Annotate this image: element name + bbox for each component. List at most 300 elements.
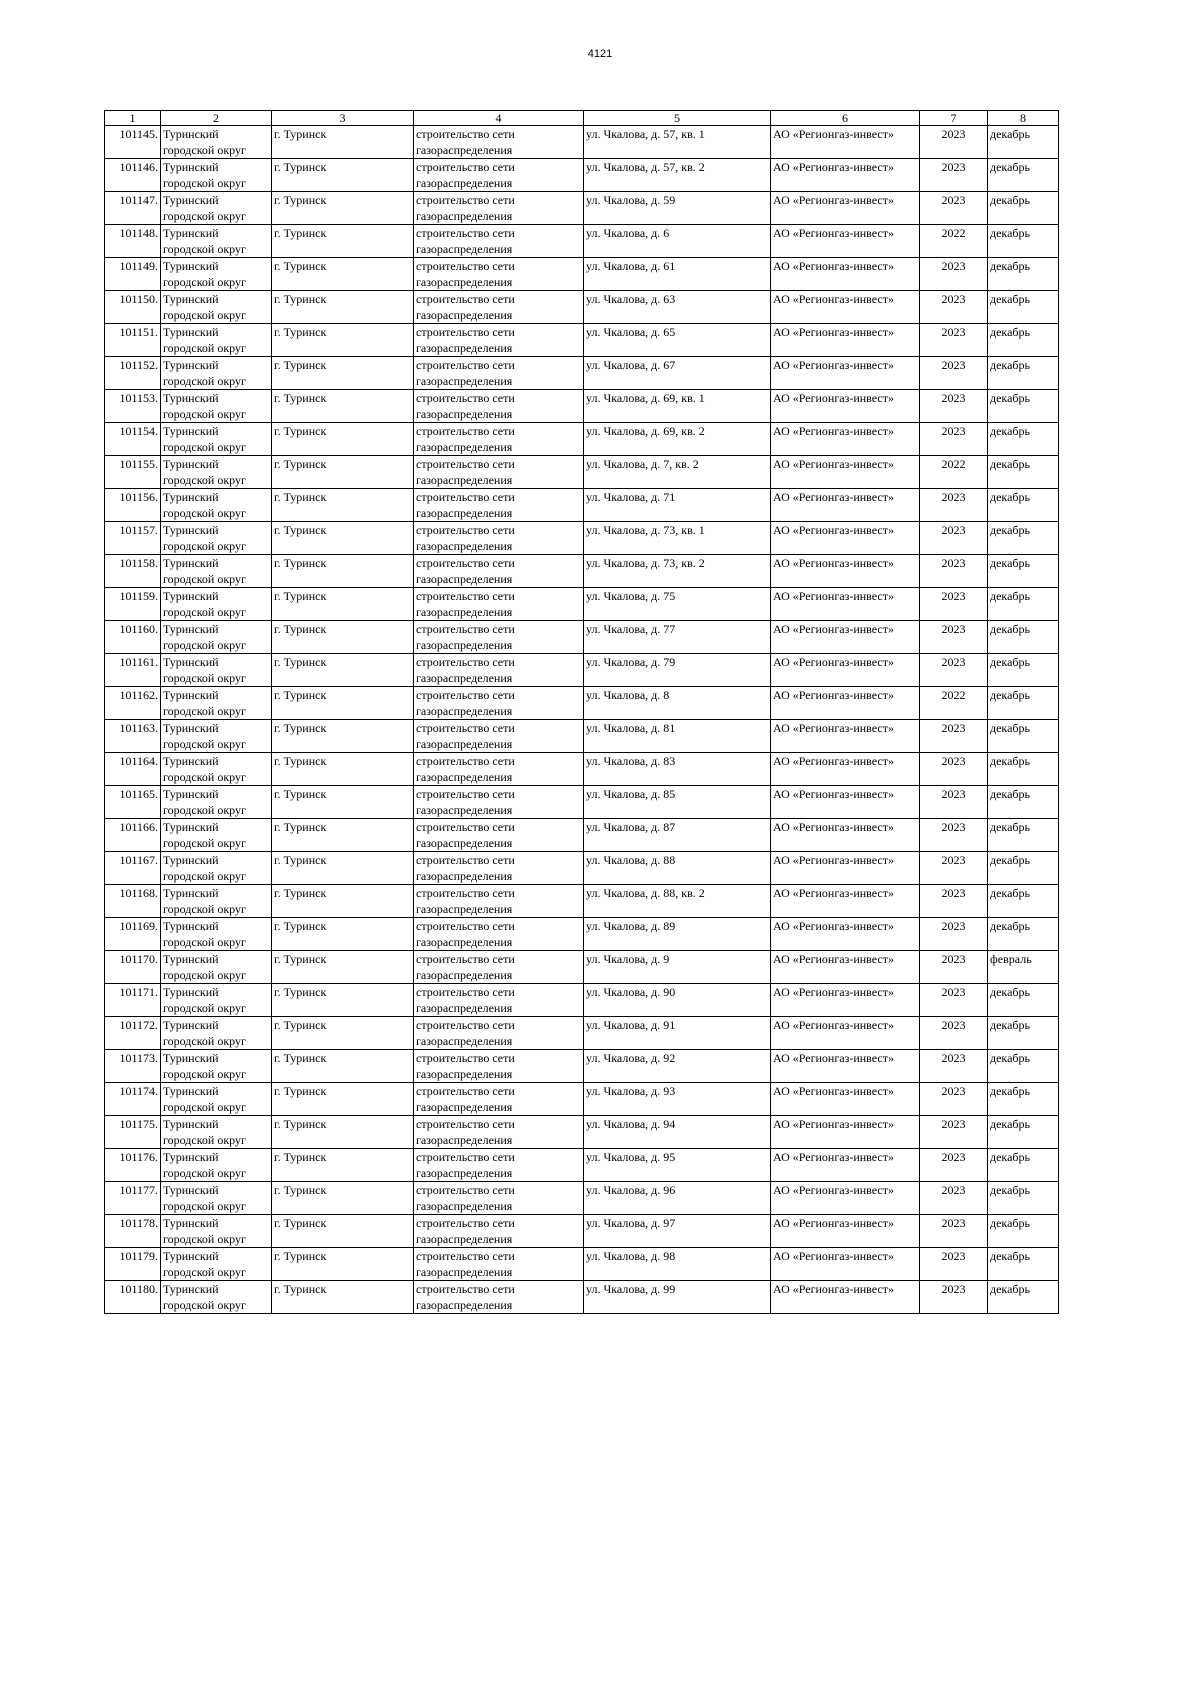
row-number-cell: 101172. <box>105 1017 161 1050</box>
row-number-cell: 101161. <box>105 654 161 687</box>
address-cell: ул. Чкалова, д. 81 <box>584 720 771 753</box>
month-cell: декабрь <box>988 918 1059 951</box>
year-cell: 2023 <box>920 1149 988 1182</box>
table-row <box>105 126 1059 159</box>
locality-cell: г. Туринск <box>272 819 414 852</box>
table-row <box>105 819 1059 852</box>
locality-cell: г. Туринск <box>272 1116 414 1149</box>
page-number: 4121 <box>587 48 613 60</box>
work-type-cell <box>414 687 584 720</box>
month-cell: декабрь <box>988 258 1059 291</box>
work-type-cell <box>414 1248 584 1281</box>
locality-cell: г. Туринск <box>272 192 414 225</box>
table-row <box>105 258 1059 291</box>
work-type-cell <box>414 786 584 819</box>
work-type-line: газораспределения <box>416 836 513 850</box>
organization-cell: АО «Регионгаз-инвест» <box>771 1050 920 1083</box>
district-cell <box>161 423 272 456</box>
district-cell <box>161 588 272 621</box>
work-type-line: строительство сети <box>416 622 515 636</box>
address-cell: ул. Чкалова, д. 85 <box>584 786 771 819</box>
district-line: городской округ <box>163 1166 246 1180</box>
work-type-cell <box>414 621 584 654</box>
district-line: Туринский <box>163 391 219 405</box>
work-type-line: газораспределения <box>416 1265 513 1279</box>
address-cell: ул. Чкалова, д. 96 <box>584 1182 771 1215</box>
work-type-line: газораспределения <box>416 605 513 619</box>
organization-cell: АО «Регионгаз-инвест» <box>771 1215 920 1248</box>
district-line: Туринский <box>163 688 219 702</box>
organization-cell: АО «Регионгаз-инвест» <box>771 159 920 192</box>
table-row <box>105 1083 1059 1116</box>
work-type-cell <box>414 291 584 324</box>
locality-cell: г. Туринск <box>272 621 414 654</box>
district-line: городской округ <box>163 803 246 817</box>
district-line: Туринский <box>163 160 219 174</box>
district-cell <box>161 852 272 885</box>
work-type-line: газораспределения <box>416 242 513 256</box>
work-type-line: газораспределения <box>416 1232 513 1246</box>
locality-cell: г. Туринск <box>272 1149 414 1182</box>
table-row <box>105 159 1059 192</box>
organization-cell: АО «Регионгаз-инвест» <box>771 984 920 1017</box>
month-cell: декабрь <box>988 1215 1059 1248</box>
district-line: Туринский <box>163 655 219 669</box>
district-line: городской округ <box>163 374 246 388</box>
address-cell: ул. Чкалова, д. 89 <box>584 918 771 951</box>
work-type-line: строительство сети <box>416 919 515 933</box>
work-type-cell <box>414 654 584 687</box>
work-type-cell <box>414 1017 584 1050</box>
district-line: Туринский <box>163 985 219 999</box>
district-line: городской округ <box>163 638 246 652</box>
year-cell: 2023 <box>920 126 988 159</box>
registry-table <box>104 110 1059 1314</box>
table-row <box>105 357 1059 390</box>
organization-cell: АО «Регионгаз-инвест» <box>771 423 920 456</box>
address-cell: ул. Чкалова, д. 7, кв. 2 <box>584 456 771 489</box>
work-type-cell <box>414 753 584 786</box>
address-cell: ул. Чкалова, д. 79 <box>584 654 771 687</box>
address-cell: ул. Чкалова, д. 73, кв. 2 <box>584 555 771 588</box>
work-type-line: строительство сети <box>416 490 515 504</box>
district-line: городской округ <box>163 605 246 619</box>
work-type-line: газораспределения <box>416 440 513 454</box>
month-cell: декабрь <box>988 819 1059 852</box>
address-cell: ул. Чкалова, д. 73, кв. 1 <box>584 522 771 555</box>
table-row <box>105 291 1059 324</box>
district-line: городской округ <box>163 1265 246 1279</box>
work-type-cell <box>414 951 584 984</box>
work-type-line: газораспределения <box>416 902 513 916</box>
organization-cell: АО «Регионгаз-инвест» <box>771 885 920 918</box>
column-header-1: 1 <box>105 111 161 126</box>
locality-cell: г. Туринск <box>272 786 414 819</box>
column-header-6: 6 <box>771 111 920 126</box>
work-type-line: газораспределения <box>416 1298 513 1312</box>
year-cell: 2023 <box>920 720 988 753</box>
month-cell: декабрь <box>988 654 1059 687</box>
work-type-line: газораспределения <box>416 770 513 784</box>
year-cell: 2023 <box>920 390 988 423</box>
district-line: Туринский <box>163 358 219 372</box>
work-type-cell <box>414 588 584 621</box>
district-cell <box>161 621 272 654</box>
work-type-line: строительство сети <box>416 1150 515 1164</box>
organization-cell: АО «Регионгаз-инвест» <box>771 1182 920 1215</box>
locality-cell: г. Туринск <box>272 1017 414 1050</box>
work-type-cell <box>414 390 584 423</box>
month-cell: декабрь <box>988 225 1059 258</box>
district-cell <box>161 1149 272 1182</box>
address-cell: ул. Чкалова, д. 92 <box>584 1050 771 1083</box>
locality-cell: г. Туринск <box>272 720 414 753</box>
address-cell: ул. Чкалова, д. 77 <box>584 621 771 654</box>
district-line: Туринский <box>163 1183 219 1197</box>
address-cell: ул. Чкалова, д. 65 <box>584 324 771 357</box>
work-type-line: газораспределения <box>416 1166 513 1180</box>
year-cell: 2022 <box>920 456 988 489</box>
work-type-cell <box>414 918 584 951</box>
year-cell: 2023 <box>920 951 988 984</box>
work-type-cell <box>414 984 584 1017</box>
row-number-cell: 101169. <box>105 918 161 951</box>
table-row <box>105 1248 1059 1281</box>
locality-cell: г. Туринск <box>272 1182 414 1215</box>
district-line: Туринский <box>163 1282 219 1296</box>
locality-cell: г. Туринск <box>272 1215 414 1248</box>
district-line: Туринский <box>163 1084 219 1098</box>
work-type-cell <box>414 885 584 918</box>
organization-cell: АО «Регионгаз-инвест» <box>771 1017 920 1050</box>
work-type-line: строительство сети <box>416 721 515 735</box>
district-line: городской округ <box>163 737 246 751</box>
district-cell <box>161 456 272 489</box>
row-number-cell: 101162. <box>105 687 161 720</box>
organization-cell: АО «Регионгаз-инвест» <box>771 291 920 324</box>
work-type-line: строительство сети <box>416 853 515 867</box>
work-type-line: строительство сети <box>416 589 515 603</box>
year-cell: 2023 <box>920 357 988 390</box>
locality-cell: г. Туринск <box>272 357 414 390</box>
work-type-cell <box>414 1149 584 1182</box>
district-line: Туринский <box>163 853 219 867</box>
work-type-line: газораспределения <box>416 209 513 223</box>
work-type-line: строительство сети <box>416 391 515 405</box>
row-number-cell: 101178. <box>105 1215 161 1248</box>
column-header-3: 3 <box>272 111 414 126</box>
district-line: Туринский <box>163 589 219 603</box>
table-row <box>105 324 1059 357</box>
year-cell: 2023 <box>920 1248 988 1281</box>
work-type-line: газораспределения <box>416 308 513 322</box>
row-number-cell: 101150. <box>105 291 161 324</box>
work-type-line: газораспределения <box>416 1034 513 1048</box>
work-type-line: строительство сети <box>416 1051 515 1065</box>
table-row <box>105 423 1059 456</box>
locality-cell: г. Туринск <box>272 1248 414 1281</box>
table-row <box>105 1215 1059 1248</box>
work-type-line: газораспределения <box>416 143 513 157</box>
address-cell: ул. Чкалова, д. 93 <box>584 1083 771 1116</box>
work-type-line: строительство сети <box>416 193 515 207</box>
work-type-line: газораспределения <box>416 704 513 718</box>
district-line: Туринский <box>163 1150 219 1164</box>
district-line: городской округ <box>163 176 246 190</box>
district-line: городской округ <box>163 1298 246 1312</box>
locality-cell: г. Туринск <box>272 1050 414 1083</box>
table-row <box>105 786 1059 819</box>
table-row <box>105 720 1059 753</box>
work-type-cell <box>414 1083 584 1116</box>
work-type-line: строительство сети <box>416 1018 515 1032</box>
year-cell: 2023 <box>920 192 988 225</box>
work-type-cell <box>414 159 584 192</box>
table-row <box>105 1050 1059 1083</box>
district-cell <box>161 819 272 852</box>
month-cell: декабрь <box>988 1116 1059 1149</box>
district-cell <box>161 1182 272 1215</box>
work-type-line: газораспределения <box>416 737 513 751</box>
row-number-cell: 101153. <box>105 390 161 423</box>
month-cell: декабрь <box>988 621 1059 654</box>
address-cell: ул. Чкалова, д. 75 <box>584 588 771 621</box>
month-cell: декабрь <box>988 555 1059 588</box>
district-line: городской округ <box>163 869 246 883</box>
locality-cell: г. Туринск <box>272 291 414 324</box>
row-number-cell: 101173. <box>105 1050 161 1083</box>
row-number-cell: 101145. <box>105 126 161 159</box>
year-cell: 2023 <box>920 885 988 918</box>
month-cell: декабрь <box>988 489 1059 522</box>
year-cell: 2023 <box>920 1116 988 1149</box>
organization-cell: АО «Регионгаз-инвест» <box>771 225 920 258</box>
row-number-cell: 101157. <box>105 522 161 555</box>
table-row <box>105 621 1059 654</box>
work-type-cell <box>414 324 584 357</box>
table-row <box>105 1182 1059 1215</box>
work-type-line: газораспределения <box>416 869 513 883</box>
organization-cell: АО «Регионгаз-инвест» <box>771 357 920 390</box>
month-cell: декабрь <box>988 786 1059 819</box>
district-cell <box>161 291 272 324</box>
table-row <box>105 1017 1059 1050</box>
table-row <box>105 588 1059 621</box>
month-cell: декабрь <box>988 1050 1059 1083</box>
locality-cell: г. Туринск <box>272 885 414 918</box>
district-cell <box>161 159 272 192</box>
table-row <box>105 852 1059 885</box>
work-type-cell <box>414 819 584 852</box>
district-line: Туринский <box>163 721 219 735</box>
address-cell: ул. Чкалова, д. 95 <box>584 1149 771 1182</box>
work-type-line: строительство сети <box>416 688 515 702</box>
year-cell: 2023 <box>920 423 988 456</box>
row-number-cell: 101176. <box>105 1149 161 1182</box>
table-row <box>105 489 1059 522</box>
work-type-cell <box>414 258 584 291</box>
district-line: городской округ <box>163 242 246 256</box>
district-line: городской округ <box>163 1034 246 1048</box>
district-line: городской округ <box>163 572 246 586</box>
year-cell: 2022 <box>920 225 988 258</box>
district-line: городской округ <box>163 1100 246 1114</box>
district-line: Туринский <box>163 1117 219 1131</box>
locality-cell: г. Туринск <box>272 852 414 885</box>
year-cell: 2023 <box>920 522 988 555</box>
month-cell: декабрь <box>988 522 1059 555</box>
district-line: городской округ <box>163 539 246 553</box>
work-type-line: газораспределения <box>416 935 513 949</box>
year-cell: 2023 <box>920 258 988 291</box>
district-line: Туринский <box>163 292 219 306</box>
row-number-cell: 101175. <box>105 1116 161 1149</box>
district-line: городской округ <box>163 506 246 520</box>
work-type-line: строительство сети <box>416 226 515 240</box>
organization-cell: АО «Регионгаз-инвест» <box>771 258 920 291</box>
district-line: Туринский <box>163 1249 219 1263</box>
month-cell: декабрь <box>988 720 1059 753</box>
district-line: Туринский <box>163 193 219 207</box>
district-line: городской округ <box>163 704 246 718</box>
address-cell: ул. Чкалова, д. 6 <box>584 225 771 258</box>
organization-cell: АО «Регионгаз-инвест» <box>771 390 920 423</box>
year-cell: 2023 <box>920 654 988 687</box>
district-cell <box>161 786 272 819</box>
district-cell <box>161 258 272 291</box>
locality-cell: г. Туринск <box>272 753 414 786</box>
work-type-cell <box>414 126 584 159</box>
address-cell: ул. Чкалова, д. 87 <box>584 819 771 852</box>
table-row <box>105 192 1059 225</box>
district-line: городской округ <box>163 770 246 784</box>
work-type-line: газораспределения <box>416 1133 513 1147</box>
row-number-cell: 101180. <box>105 1281 161 1314</box>
year-cell: 2023 <box>920 1281 988 1314</box>
row-number-cell: 101156. <box>105 489 161 522</box>
district-line: Туринский <box>163 952 219 966</box>
month-cell: декабрь <box>988 423 1059 456</box>
address-cell: ул. Чкалова, д. 83 <box>584 753 771 786</box>
table-body <box>105 126 1059 1314</box>
district-line: Туринский <box>163 622 219 636</box>
locality-cell: г. Туринск <box>272 126 414 159</box>
work-type-line: газораспределения <box>416 968 513 982</box>
table-row <box>105 555 1059 588</box>
locality-cell: г. Туринск <box>272 1083 414 1116</box>
table-row <box>105 1281 1059 1314</box>
address-cell: ул. Чкалова, д. 9 <box>584 951 771 984</box>
address-cell: ул. Чкалова, д. 8 <box>584 687 771 720</box>
district-line: Туринский <box>163 1018 219 1032</box>
year-cell: 2023 <box>920 984 988 1017</box>
district-cell <box>161 984 272 1017</box>
month-cell: декабрь <box>988 126 1059 159</box>
organization-cell: АО «Регионгаз-инвест» <box>771 489 920 522</box>
work-type-line: строительство сети <box>416 259 515 273</box>
address-cell: ул. Чкалова, д. 71 <box>584 489 771 522</box>
table-row <box>105 1149 1059 1182</box>
locality-cell: г. Туринск <box>272 918 414 951</box>
organization-cell: АО «Регионгаз-инвест» <box>771 555 920 588</box>
district-line: Туринский <box>163 886 219 900</box>
year-cell: 2023 <box>920 621 988 654</box>
district-cell <box>161 1050 272 1083</box>
work-type-line: строительство сети <box>416 325 515 339</box>
work-type-line: строительство сети <box>416 1183 515 1197</box>
organization-cell: АО «Регионгаз-инвест» <box>771 1248 920 1281</box>
district-line: Туринский <box>163 523 219 537</box>
work-type-line: строительство сети <box>416 886 515 900</box>
work-type-line: газораспределения <box>416 275 513 289</box>
work-type-line: строительство сети <box>416 1216 515 1230</box>
district-line: Туринский <box>163 325 219 339</box>
district-line: городской округ <box>163 209 246 223</box>
district-line: городской округ <box>163 473 246 487</box>
district-cell <box>161 1017 272 1050</box>
district-line: городской округ <box>163 935 246 949</box>
locality-cell: г. Туринск <box>272 258 414 291</box>
address-cell: ул. Чкалова, д. 99 <box>584 1281 771 1314</box>
district-line: Туринский <box>163 754 219 768</box>
district-cell <box>161 324 272 357</box>
address-cell: ул. Чкалова, д. 61 <box>584 258 771 291</box>
district-line: городской округ <box>163 902 246 916</box>
locality-cell: г. Туринск <box>272 225 414 258</box>
district-line: городской округ <box>163 1232 246 1246</box>
row-number-cell: 101167. <box>105 852 161 885</box>
column-header-2: 2 <box>161 111 272 126</box>
district-cell <box>161 654 272 687</box>
organization-cell: АО «Регионгаз-инвест» <box>771 522 920 555</box>
district-cell <box>161 918 272 951</box>
organization-cell: АО «Регионгаз-инвест» <box>771 456 920 489</box>
row-number-cell: 101151. <box>105 324 161 357</box>
locality-cell: г. Туринск <box>272 390 414 423</box>
district-cell <box>161 1215 272 1248</box>
table-row <box>105 918 1059 951</box>
row-number-cell: 101159. <box>105 588 161 621</box>
work-type-line: строительство сети <box>416 556 515 570</box>
month-cell: декабрь <box>988 390 1059 423</box>
district-line: Туринский <box>163 820 219 834</box>
district-cell <box>161 951 272 984</box>
locality-cell: г. Туринск <box>272 1281 414 1314</box>
address-cell: ул. Чкалова, д. 67 <box>584 357 771 390</box>
organization-cell: АО «Регионгаз-инвест» <box>771 126 920 159</box>
district-cell <box>161 885 272 918</box>
month-cell: декабрь <box>988 357 1059 390</box>
work-type-cell <box>414 1281 584 1314</box>
year-cell: 2023 <box>920 555 988 588</box>
district-line: Туринский <box>163 919 219 933</box>
address-cell: ул. Чкалова, д. 57, кв. 1 <box>584 126 771 159</box>
year-cell: 2023 <box>920 918 988 951</box>
work-type-line: строительство сети <box>416 1117 515 1131</box>
district-line: Туринский <box>163 457 219 471</box>
year-cell: 2023 <box>920 588 988 621</box>
row-number-cell: 101148. <box>105 225 161 258</box>
locality-cell: г. Туринск <box>272 654 414 687</box>
table-row <box>105 456 1059 489</box>
address-cell: ул. Чкалова, д. 63 <box>584 291 771 324</box>
district-cell <box>161 126 272 159</box>
row-number-cell: 101152. <box>105 357 161 390</box>
work-type-line: строительство сети <box>416 655 515 669</box>
work-type-cell <box>414 522 584 555</box>
work-type-line: газораспределения <box>416 572 513 586</box>
month-cell: декабрь <box>988 588 1059 621</box>
